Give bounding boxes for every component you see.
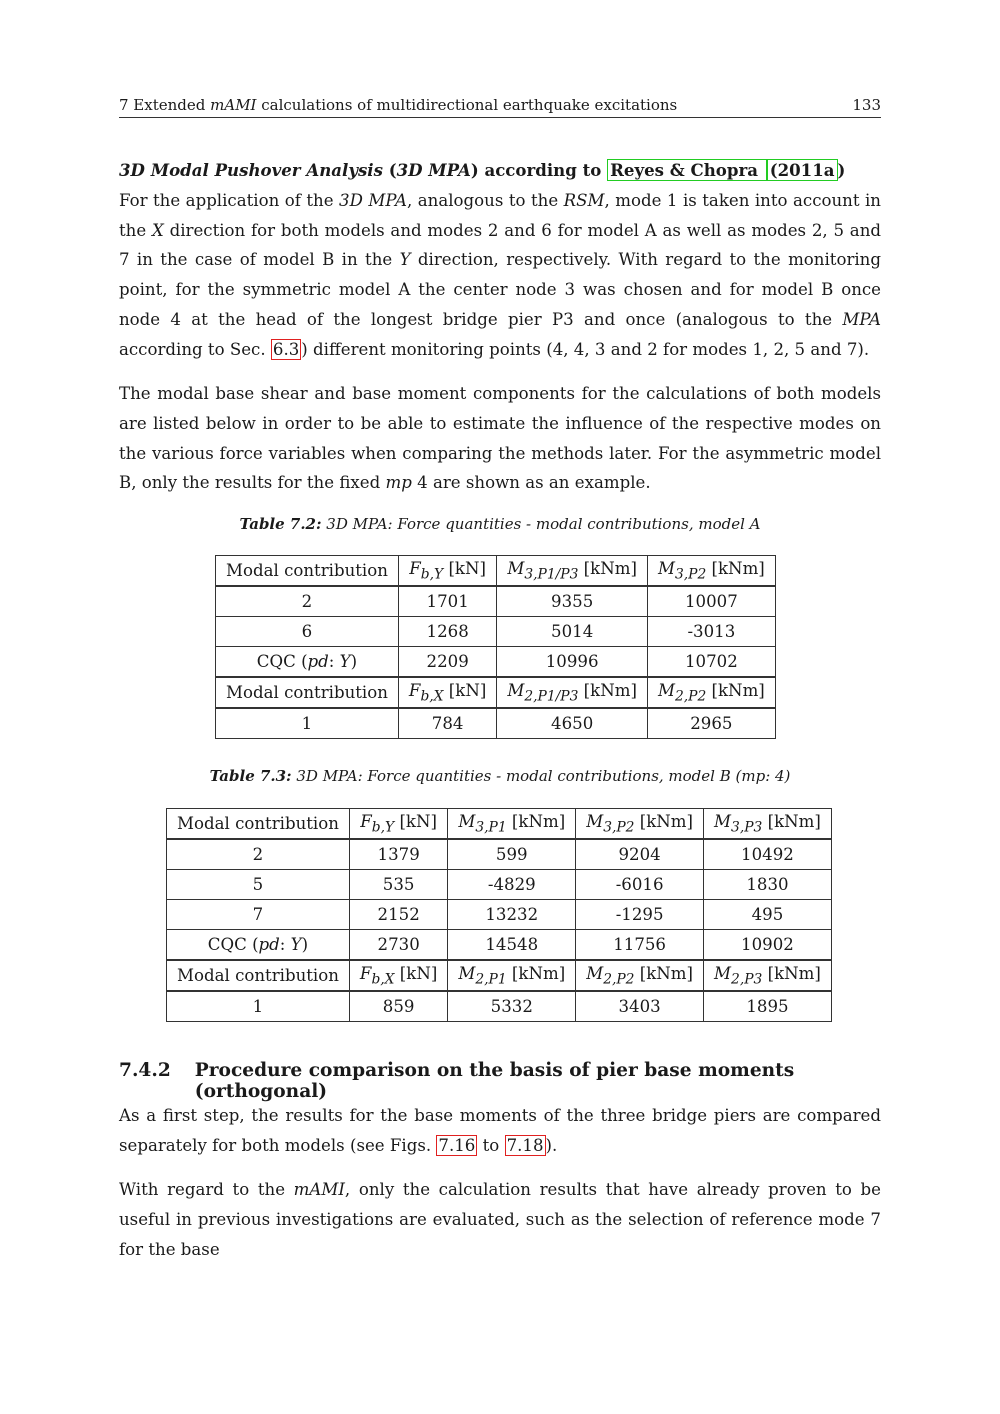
paragraph-heading: 3D Modal Pushover Analysis (3D MPA) according to Reyes & Chopra (2011a ) (119, 160, 846, 180)
table-cell: -4829 (448, 870, 576, 900)
header-cell: $F_{b,X}$ [kN] (398, 677, 496, 708)
table-7-3 (166, 808, 832, 1022)
table-cell: 1268 (398, 617, 496, 647)
section-ref-link[interactable]: 6.3 (272, 339, 300, 359)
table-7-3-caption: Table 7.3: 3D MPA: Force quantities - modal contributions, model B (mp: 4) (209, 767, 791, 785)
header-cell: $M_{2,P1}$ [kNm] (448, 960, 576, 991)
header-cell: $M_{3,P2}$ [kNm] (647, 556, 775, 587)
header-cell: Modal contribution (216, 677, 399, 708)
table-row (167, 839, 832, 870)
header-cell: Modal contribution (167, 960, 350, 991)
table-7-2-caption: Table 7.2: 3D MPA: Force quantities - modal contributions, model A (239, 515, 761, 533)
header-cell: $F_{b,Y}$ [kN] (398, 556, 496, 587)
table-row (216, 617, 776, 647)
table-row (167, 900, 832, 930)
table-row (216, 586, 776, 617)
table-cell: 2209 (398, 647, 496, 678)
table-cell: 1 (167, 991, 350, 1022)
table-row-cqc (216, 647, 776, 678)
table-cell: 5014 (497, 617, 648, 647)
table-cell: 10996 (497, 647, 648, 678)
table-7-2 (215, 555, 776, 739)
table-cell: 11756 (576, 930, 704, 961)
table-cell: 9204 (576, 839, 704, 870)
table-cell: 535 (349, 870, 447, 900)
section-title: Procedure comparison on the basis of pier base moments (orthogonal) (194, 1060, 795, 1102)
table-header-row (216, 677, 776, 708)
paragraph-modal-base: The modal base shear and base moment components for the calculations of both models are listed below in order to be able to estimate the influence of the respective modes on the various force variables when comparing the methods later. For the asymmetric model B, only the results for the fixed mp 4 are shown as an example. (119, 384, 881, 493)
table-row (167, 991, 832, 1022)
table-row (216, 708, 776, 739)
running-header (119, 96, 881, 118)
table-header-row (167, 960, 832, 991)
table-cell: CQC (pd: Y) (167, 930, 350, 961)
table-cell: 859 (349, 991, 447, 1022)
table-cell: -6016 (576, 870, 704, 900)
header-cell: $F_{b,Y}$ [kN] (349, 809, 447, 840)
header-cell: Modal contribution (167, 809, 350, 840)
figure-ref-link[interactable]: 7.16 (438, 1135, 476, 1155)
table-cell: 10492 (704, 839, 832, 870)
table-cell: 1701 (398, 586, 496, 617)
citation-year-link[interactable]: (2011a (767, 159, 838, 181)
figure-ref-link[interactable]: 7.18 (506, 1135, 544, 1155)
table-cell: 2152 (349, 900, 447, 930)
header-cell: $M_{3,P1/P3}$ [kNm] (497, 556, 648, 587)
table-cell: 2730 (349, 930, 447, 961)
table-row-cqc (167, 930, 832, 961)
table-cell: 10902 (704, 930, 832, 961)
table-cell: 2 (216, 586, 399, 617)
header-cell: $M_{2,P2}$ [kNm] (647, 677, 775, 708)
table-cell: 7 (167, 900, 350, 930)
table-cell: -1295 (576, 900, 704, 930)
paragraph-mami: With regard to the mAMI, only the calculation results that have already proven to be useful in previous investigations are evaluated, such as the selection of reference mode 7 for the base (119, 1180, 881, 1259)
table-header-row (216, 556, 776, 587)
table-cell: 10702 (647, 647, 775, 678)
table-cell: 1 (216, 708, 399, 739)
table-cell: 495 (704, 900, 832, 930)
paragraph-first-step: As a first step, the results for the base moments of the three bridge piers are compared separately for both models (see Figs. 7.16 to 7.18 ). (119, 1106, 881, 1155)
table-cell: 14548 (448, 930, 576, 961)
table-cell: -3013 (647, 617, 775, 647)
table-cell: 2965 (647, 708, 775, 739)
table-cell: 599 (448, 839, 576, 870)
section-heading-742 (119, 1060, 881, 1102)
header-cell: $M_{3,P2}$ [kNm] (576, 809, 704, 840)
table-cell: 784 (398, 708, 496, 739)
table-cell: CQC (pd: Y) (216, 647, 399, 678)
header-cell: $M_{3,P1}$ [kNm] (448, 809, 576, 840)
chapter-title: 7 Extended mAMI calculations of multidirectional earthquake excitations (119, 96, 678, 114)
header-cell: $M_{2,P1/P3}$ [kNm] (497, 677, 648, 708)
table-header-row (167, 809, 832, 840)
header-cell: $M_{2,P3}$ [kNm] (704, 960, 832, 991)
header-cell: Modal contribution (216, 556, 399, 587)
header-cell: $M_{2,P2}$ [kNm] (576, 960, 704, 991)
section-number: 7.4.2 (119, 1060, 171, 1081)
table-cell: 2 (167, 839, 350, 870)
table-cell: 1830 (704, 870, 832, 900)
table-cell: 10007 (647, 586, 775, 617)
table-row (167, 870, 832, 900)
table-cell: 6 (216, 617, 399, 647)
paragraph-3dmpa: 3D Modal Pushover Analysis (3D MPA) according to Reyes & Chopra (2011a ) For the application of the 3D MPA, analogous to the RSM, mode 1 is taken into account in the X direction for both models and modes 2 and 6 for model A as well as modes 2, 5 and 7 in the case of model B in the Y direction, respectively. With regard to the monitoring point, for the symmetric model A the center node 3 was chosen and for model B once node 4 at the head of the longest bridge pier P3 and once (analogous to the MPA according to Sec. 6.3 ) different monitoring points (4, 4, 3 and 2 for modes 1, 2, 5 and 7). (119, 160, 882, 359)
table-cell: 3403 (576, 991, 704, 1022)
table-cell: 13232 (448, 900, 576, 930)
table-cell: 5 (167, 870, 350, 900)
citation-link[interactable]: Reyes & Chopra (607, 159, 767, 181)
header-cell: $M_{3,P3}$ [kNm] (704, 809, 832, 840)
table-cell: 1379 (349, 839, 447, 870)
page-number: 133 (852, 96, 881, 114)
table-cell: 4650 (497, 708, 648, 739)
table-cell: 5332 (448, 991, 576, 1022)
table-cell: 1895 (704, 991, 832, 1022)
table-cell: 9355 (497, 586, 648, 617)
header-cell: $F_{b,X}$ [kN] (349, 960, 447, 991)
